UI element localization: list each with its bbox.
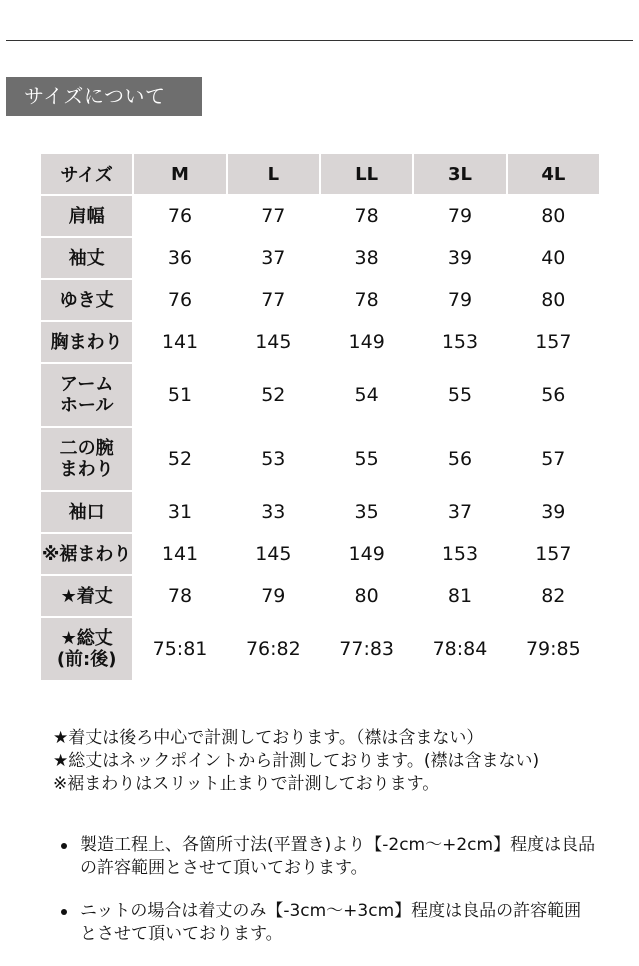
- table-cell: 52: [228, 364, 319, 426]
- size-chart-table: [39, 152, 601, 682]
- table-cell: 57: [508, 428, 599, 490]
- table-cell: 149: [321, 322, 412, 362]
- table-cell: 52: [134, 428, 225, 490]
- table-row: [41, 280, 599, 320]
- row-label: アーム ホール: [41, 364, 132, 426]
- table-row: [41, 576, 599, 616]
- table-cell: 40: [508, 238, 599, 278]
- bullet-icon: [61, 843, 67, 849]
- table-cell: 78: [321, 280, 412, 320]
- table-row: [41, 322, 599, 362]
- table-cell: 51: [134, 364, 225, 426]
- header-size: M: [134, 154, 225, 194]
- table-cell: 76: [134, 196, 225, 236]
- table-cell: 76:82: [228, 618, 319, 680]
- row-label: ★総丈 (前:後): [41, 618, 132, 680]
- list-item-text: 製造工程上、各箇所寸法(平置き)より【-2cm～+2cm】程度は良品の許容範囲とさせて頂いております。: [80, 835, 596, 878]
- row-label: 胸まわり: [41, 322, 132, 362]
- table-cell: 153: [414, 322, 505, 362]
- table-row: [41, 364, 599, 426]
- table-row: [41, 492, 599, 532]
- note-line: ※裾まわりはスリット止まりで計測しております。: [53, 774, 440, 794]
- table-cell: 37: [414, 492, 505, 532]
- row-label: ゆき丈: [41, 280, 132, 320]
- table-cell: 149: [321, 534, 412, 574]
- top-divider: [6, 40, 633, 41]
- table-cell: 79: [228, 576, 319, 616]
- table-cell: 77: [228, 280, 319, 320]
- header-size: L: [228, 154, 319, 194]
- note-line: ★着丈は後ろ中心で計測しております。（襟は含まない）: [53, 728, 484, 748]
- table-cell: 141: [134, 322, 225, 362]
- list-item: [58, 900, 598, 946]
- table-cell: 54: [321, 364, 412, 426]
- row-label: 肩幅: [41, 196, 132, 236]
- header-label: サイズ: [41, 154, 132, 194]
- table-cell: 31: [134, 492, 225, 532]
- measurement-notes: [53, 727, 593, 796]
- section-title: サイズについて: [6, 77, 202, 116]
- table-cell: 77: [228, 196, 319, 236]
- table-cell: 141: [134, 534, 225, 574]
- table-cell: 78: [134, 576, 225, 616]
- table-cell: 37: [228, 238, 319, 278]
- table-cell: 79:85: [508, 618, 599, 680]
- table-cell: 56: [508, 364, 599, 426]
- table-cell: 81: [414, 576, 505, 616]
- header-size: 4L: [508, 154, 599, 194]
- table-cell: 78: [321, 196, 412, 236]
- table-cell: 33: [228, 492, 319, 532]
- header-size: 3L: [414, 154, 505, 194]
- table-cell: 157: [508, 534, 599, 574]
- table-cell: 55: [321, 428, 412, 490]
- table-cell: 35: [321, 492, 412, 532]
- list-item-text: ニットの場合は着丈のみ【-3cm～+3cm】程度は良品の許容範囲とさせて頂いております。: [80, 901, 582, 944]
- tolerance-list: [58, 834, 598, 966]
- row-label: 袖丈: [41, 238, 132, 278]
- table-cell: 79: [414, 280, 505, 320]
- table-cell: 77:83: [321, 618, 412, 680]
- table-cell: 145: [228, 534, 319, 574]
- table-row: [41, 428, 599, 490]
- table-cell: 56: [414, 428, 505, 490]
- table-header-row: [41, 154, 599, 194]
- row-label: ★着丈: [41, 576, 132, 616]
- table-cell: 76: [134, 280, 225, 320]
- table-cell: 80: [508, 280, 599, 320]
- table-row: [41, 534, 599, 574]
- table-row: [41, 618, 599, 680]
- table-row: [41, 238, 599, 278]
- list-item: [58, 834, 598, 880]
- row-label: 袖口: [41, 492, 132, 532]
- table-cell: 75:81: [134, 618, 225, 680]
- row-label: ※裾まわり: [41, 534, 132, 574]
- table-cell: 80: [321, 576, 412, 616]
- table-cell: 55: [414, 364, 505, 426]
- table-cell: 39: [414, 238, 505, 278]
- table-cell: 80: [508, 196, 599, 236]
- table-cell: 157: [508, 322, 599, 362]
- table-cell: 145: [228, 322, 319, 362]
- table-cell: 36: [134, 238, 225, 278]
- table-cell: 38: [321, 238, 412, 278]
- row-label: 二の腕 まわり: [41, 428, 132, 490]
- header-size: LL: [321, 154, 412, 194]
- table-cell: 53: [228, 428, 319, 490]
- table-row: [41, 196, 599, 236]
- table-cell: 78:84: [414, 618, 505, 680]
- table-cell: 153: [414, 534, 505, 574]
- table-cell: 82: [508, 576, 599, 616]
- table-cell: 79: [414, 196, 505, 236]
- bullet-icon: [61, 909, 67, 915]
- note-line: ★総丈はネックポイントから計測しております。(襟は含まない): [53, 751, 540, 771]
- table-cell: 39: [508, 492, 599, 532]
